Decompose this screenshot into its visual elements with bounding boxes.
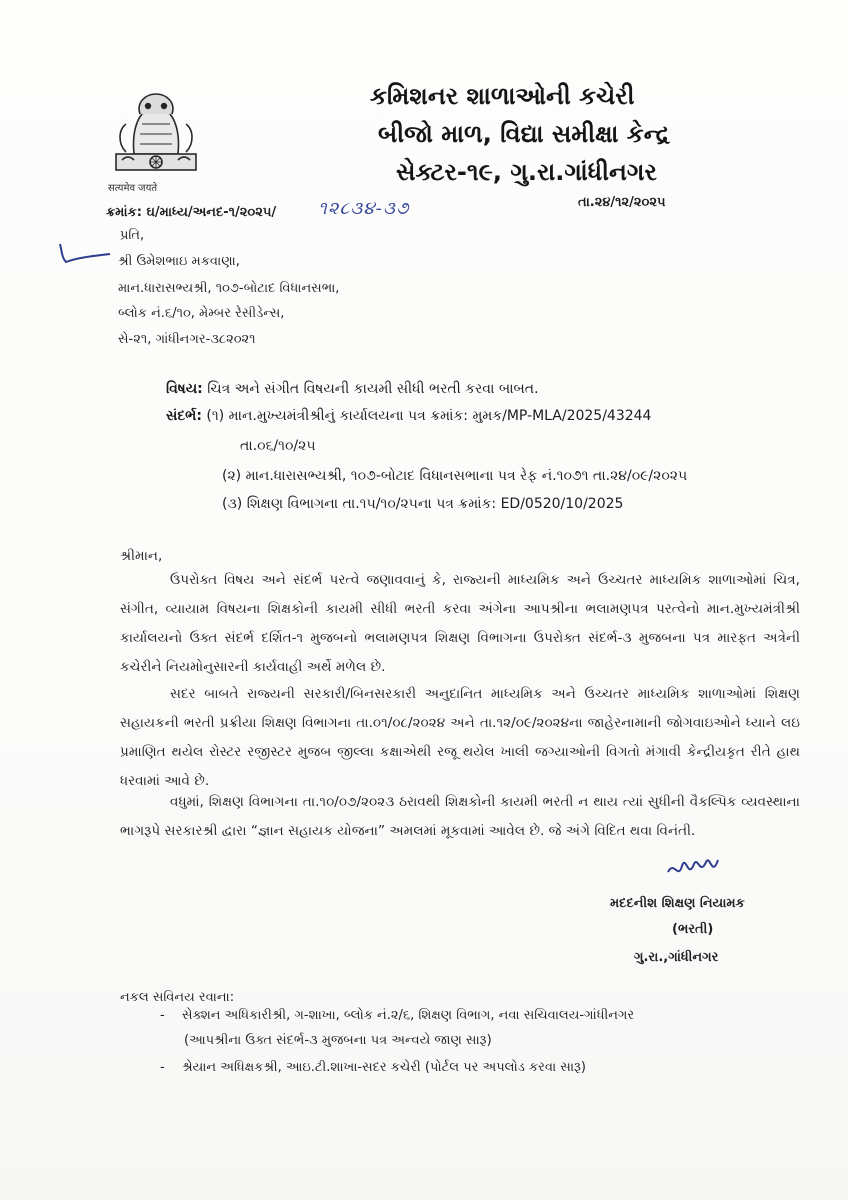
emblem-caption: सत्यमेव जयते [108, 183, 158, 194]
signature-icon [664, 850, 724, 890]
office-name: કમિશનર શાળાઓની કચેરી [370, 82, 635, 110]
subject-label: વિષય: [166, 381, 203, 397]
recipient-address-1: બ્લોક નં.૬/૧૦, મેમ્બર રેસીડેન્સ, [118, 306, 285, 321]
copy-item-2: શ્રેયાન અધિક્ષકશ્રી, આઇ.ટી.શાખા-સદર કચેરી (પોર્ટલ પર અપલોડ કરવા સારૂ) [182, 1060, 586, 1075]
reference-1-date: તા.૦૬/૧૦/૨૫ [240, 438, 316, 454]
recipient-name: શ્રી ઉમેશભાઇ મકવાણા, [118, 254, 240, 269]
letter-date: તા.૨૪/૧૨/૨૦૨૫ [578, 195, 666, 210]
recipient-prati: પ્રતિ, [120, 228, 145, 243]
office-floor: બીજો માળ, વિદ્યા સમીક્ષા કેન્દ્ર [378, 120, 670, 148]
reference-3: (૩) શિક્ષણ વિભાગના તા.૧૫/૧૦/૨૫ના પત્ર ક્રમાંક: ED/0520/10/2025 [222, 496, 624, 512]
recipient-designation: માન.ધારાસભ્યશ્રી, ૧૦૭-બોટાદ વિધાનસભા, [118, 281, 340, 296]
signatory-designation: મદદનીશ શિક્ષણ નિયામક [610, 896, 745, 911]
copy-bullet-2: - [160, 1060, 165, 1075]
subject-line [166, 381, 539, 397]
office-address: સેક્ટર-૧૯, ગુ.રા.ગાંધીનગર [396, 158, 657, 186]
recipient-address-2: સે-૨૧, ગાંધીનગર-૩૮૨૦૨૧ [118, 332, 256, 347]
handwritten-reference: ૧૨૮૩૪-૩૭ [318, 198, 410, 219]
salutation: શ્રીમાન, [120, 548, 163, 564]
signatory-branch: (ભરતી) [672, 922, 714, 937]
copy-bullet-1: - [160, 1008, 165, 1023]
copy-item-1-note: (આપશ્રીના ઉક્ત સંદર્ભ-૩ મુજબના પત્ર અન્વયે જાણ સારૂ) [184, 1033, 492, 1048]
paragraph-2: સદર બાબતે રાજ્યની સરકારી/બિનસરકારી અનુદાનિત માધ્યમિક અને ઉચ્ચતર માધ્યમિક શાળાઓમાં શિક્ષણ સહાયકની ભરતી પ્રક્રીયા શિક્ષણ વિભાગના તા.૦૧/૦૮/૨૦૨૪ અને તા.૧૨/૦૯/૨૦૨૪ના જાહેરનામાની જોગવાઇઓને ધ્યાને લઇ પ્રમાણિત થયેલ રોસ્ટર રજીસ્ટર મુજબ જીલ્લા કક્ષાએથી રજૂ થયેલ ખાલી જગ્યાઓની વિગતો મંગાવી કેન્દ્રીયકૃત રીતે હાથ ધરવામાં આવે છે. [120, 686, 800, 789]
reference-1 [166, 408, 651, 424]
paragraph-1: ઉપરોક્ત વિષય અને સંદર્ભ પરત્વે જણાવવાનું કે, રાજ્યની માધ્યમિક અને ઉચ્ચતર માધ્યમિક શાળાઓમાં ચિત્ર, સંગીત, વ્યાયામ વિષયના શિક્ષકોની કાયમી સીધી ભરતી કરવા અંગેના આપશ્રીના ભલામણપત્ર પરત્વેનો માન.મુખ્યમંત્રીશ્રી કાર્યાલયનો ઉક્ત સંદર્ભ દર્શિત-૧ મુજબનો ભલામણપત્ર શિક્ષણ વિભાગના ઉપરોક્ત સંદર્ભ-૩ મુજબના પત્ર મારફત અત્રેની કચેરીને નિયમોનુસારની કાર્યવાહી અર્થે મળેલ છે. [120, 572, 800, 675]
ashoka-emblem-icon [96, 84, 216, 194]
reference-1-text: (૧) માન.મુખ્યમંત્રીશ્રીનું કાર્યાલયના પત્ર ક્રમાંક: મુમક/MP-MLA/2025/43244 [206, 408, 652, 424]
paragraph-3: વધુમાં, શિક્ષણ વિભાગના તા.૧૦/૦૭/૨૦૨૩ ઠરાવથી શિક્ષકોની કાયમી ભરતી ન થાય ત્યાં સુધીની વૈકલ્પિક વ્યવસ્થાના ભાગરૂપે સરકારશ્રી દ્વારા “જ્ઞાન સહાયક યોજના” અમલમાં મૂકવામાં આવેલ છે. જે અંગે વિદિત થવા વિનંતી. [120, 794, 800, 839]
signatory-location: ગુ.રા.,ગાંધીનગર [634, 950, 719, 965]
copy-to-heading: નકલ સવિનય રવાના: [120, 990, 235, 1005]
pen-mark-icon [56, 238, 116, 268]
reference-label: સંદર્ભ: [166, 408, 202, 424]
copy-item-1: સેક્શન અધિકારીશ્રી, ગ-શાખા, બ્લોક નં.૨/૬, શિક્ષણ વિભાગ, નવા સચિવાલય-ગાંધીનગર [182, 1008, 635, 1023]
reference-2: (૨) માન.ધારાસભ્યશ્રી, ૧૦૭-બોટાદ વિધાનસભાના પત્ર રેફ નં.૧૦૭૧ તા.૨૪/૦૯/૨૦૨૫ [222, 468, 688, 484]
subject-text: ચિત્ર અને સંગીત વિષયની કાયમી સીધી ભરતી કરવા બાબત. [207, 381, 539, 397]
reference-number: ક્રમાંક: ઘ/માધ્ય/અનદ-૧/૨૦૨૫/ [106, 205, 277, 220]
